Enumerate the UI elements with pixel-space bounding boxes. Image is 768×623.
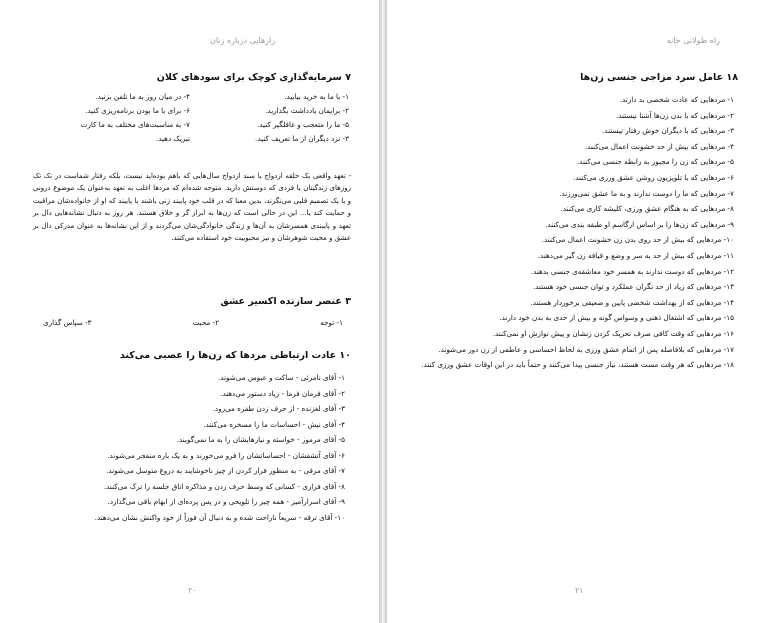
left-page-number: ۲۰: [188, 586, 197, 595]
list-item: ۹- مردهایی که زن‌ها را بر اساس ارگاسم او طبقه بندی می‌کنند.: [545, 219, 734, 229]
section-title-love-elixir: ۳ عنصر سازنده اکسیر عشق: [220, 296, 351, 307]
list-item: ۱- مردهایی که عادت شخصی بد دارند.: [619, 95, 734, 104]
list-item: ۵- مردهایی که زن را مجبور به رابطه جنسی می‌کنند.: [576, 157, 734, 167]
section-title-investments: ۷ سرمایه‌گذاری کوچک برای سودهای کلان: [156, 72, 351, 83]
list-item: ۱۷- مردهایی که بلافاصله پس از اتمام عشق ورزی به لحاظ احساسی و عاطفی از زن دور می‌شوند.: [438, 344, 734, 354]
list-item: ۲- آقای فرمان فرما - زیاد دستور می‌دهند.: [220, 388, 345, 398]
communication-habits-list: [95, 370, 345, 525]
list-item: ۱۶- مردهایی که وقت کافی صرف تحریک کردن زنشان و پیش نوازش او نمی‌کنند.: [492, 328, 734, 338]
list-item: ۱- با ما به خرید بیایید.: [284, 92, 349, 101]
section-title-frigidity-factors: ۱۸ عامل سرد مزاجی جنسی زن‌ها: [580, 72, 738, 83]
frigidity-factors-list: [421, 92, 734, 373]
list-item: تبریک دهید.: [155, 134, 190, 143]
right-page: [386, 0, 768, 623]
list-item: ۱۰- آقای ترقه - سریعاً ناراحت شده و به دنبال آن فوراً از خود واکنش نشان می‌دهند.: [94, 512, 345, 522]
right-page-number: ۲۱: [575, 586, 584, 595]
list-item: ۸- مردهایی که به هنگام عشق ورزی، کلیشه کاری می‌کنند.: [560, 204, 734, 214]
list-item: ۳- مردهایی که با دیگران خوش رفتار نیستند.: [602, 126, 734, 136]
right-running-head: راه طولانی خانه: [666, 36, 720, 45]
list-item: ۶- برای با ما بودن برنامه‌ریزی کنید.: [85, 106, 190, 115]
list-item: ۳- نزد دیگران از ما تعریف کنید.: [255, 134, 349, 143]
list-item: ۲- محبت: [192, 318, 220, 327]
list-item: ۳- آقای لغزنده - از حرف زدن طفره می‌رود.: [212, 404, 345, 413]
list-item: ۱۸- مردهایی که هر وقت مست هستند، نیاز جنسی پیدا می‌کنند و حتماً باید در این اوقات عشق ورزی کنند.: [421, 360, 734, 370]
list-item: ۴- مردهایی که بیش از حد خشونت اعمال می‌کنند.: [584, 141, 734, 151]
list-item: ۵- آقای مرموز - خواسته و نیازهایشان را به ما نمی‌گویند.: [176, 435, 345, 444]
section-title-communication-habits: ۱۰ عادت ارتباطی مردها که زن‌ها را عصبی می‌کند: [119, 350, 351, 361]
list-item: ۱۱- مردهایی که بیش از حد به سر و وضع و قیافه زن گیر می‌دهند.: [537, 250, 734, 260]
list-item: ۳- سپاس گذاری: [43, 318, 92, 327]
list-item: ۲- برایمان یادداشت بگذارید.: [265, 106, 349, 115]
love-elixir-list: [43, 318, 343, 327]
list-item: ۶- مردهایی که با تلویزیون روشن عشق ورزی می‌کنند.: [572, 172, 734, 182]
investments-list: [49, 92, 349, 144]
list-item: ۷- به مناسبت‌های مختلف به ما کارت: [80, 120, 190, 129]
list-item: ۷- مردهایی که ما را دوست ندارند و به ما عشق نمی‌ورزند.: [559, 188, 734, 198]
list-item: ۴- در میان روز به ما تلفن بزنید.: [95, 92, 190, 101]
list-item: ۷- آقای مرفی - به منظور فرار کردن از چیز ناخوشایند به دروغ متوسل می‌شوند.: [106, 466, 345, 475]
list-item: ۱- آقای نامرئی - ساکت و عبوس می‌شوند.: [217, 373, 345, 382]
list-item: ۱۵- مردهایی که اشتغال ذهنی و وسواس گونه و بیش از حدی به بدن خود دارند.: [499, 313, 734, 323]
list-item: ۶- آقای آتشفشان - احساساتشان را فرو می‌خورند و به یک باره منفجر می‌شوند.: [107, 450, 345, 460]
commitment-paragraph: - تعهد واقعی یک حلقه ازدواج یا سند ازدواج سال‌هایی که باهم بوده‌اید نیست، بلکه رفتار شماست در تک تک روزهای زندگیتان یا فردی که دوستش دارید. متوجه شده‌ام که مردها اغلب به تعهد به‌عنوان یک موضوع درونی و یا یک تصمیم قلبی می‌نگرند، بدین معنا که در قلب خود پایبند زنی باشند یا پایبند که او از خانواده‌شان مراقبت و حمایت کند یا... این در حالی است که زن‌ها به ابراز گر و خلاق هستند. هر روز به دنبال نشانه‌هایی دال بر تعهد و پایبندی همسرشان به آن‌ها و زندگی خانوادگی‌شان می‌گردند و از این نشانه‌ها به عنوان مدرکی دال بر عشق و محبت شوهرشان و نیز محبوبیت خود استفاده می‌کنند.: [33, 172, 351, 243]
list-item: ۱۴- مردهایی که از بهداشت شخصی پایین و ضعیفی برخوردار هستند.: [530, 297, 734, 307]
list-item: ۵- ما را متعجب و غافلگیر کنید.: [256, 120, 349, 129]
list-item: ۸- آقای فراری - کسانی که وسط حرف زدن و مذاکره اتاق جلسه را ترک می‌کنند.: [103, 481, 345, 491]
list-item: ۱۳- مردهایی که زیاد از حد نگران عملکرد و توان جنسی خود هستند.: [532, 282, 734, 292]
list-item: ۹- آقای اسرارآمیز - همه چیز را تلویحی و در پس پرده‌ای از ابهام باقی می‌گذارد.: [107, 497, 345, 506]
list-item: ۲- مردهایی که با بدن زن‌ها آشنا نیستند.: [615, 110, 734, 120]
list-item: ۱۰- مردهایی که بیش از حد روی بدن زن خشونت اعمال می‌کنند.: [541, 235, 734, 245]
left-running-head: رازهایی درباره زنان: [210, 36, 276, 45]
list-item: ۱- توجه: [320, 318, 343, 327]
left-page: [0, 0, 380, 623]
list-item: ۱۲- مردهایی که دوست ندارند به همسر خود معاشقه‌ی جنسی بدهند.: [530, 266, 734, 276]
list-item: ۴- آقای نیش - احساسات ما را مسخره می‌کنند.: [203, 419, 345, 429]
